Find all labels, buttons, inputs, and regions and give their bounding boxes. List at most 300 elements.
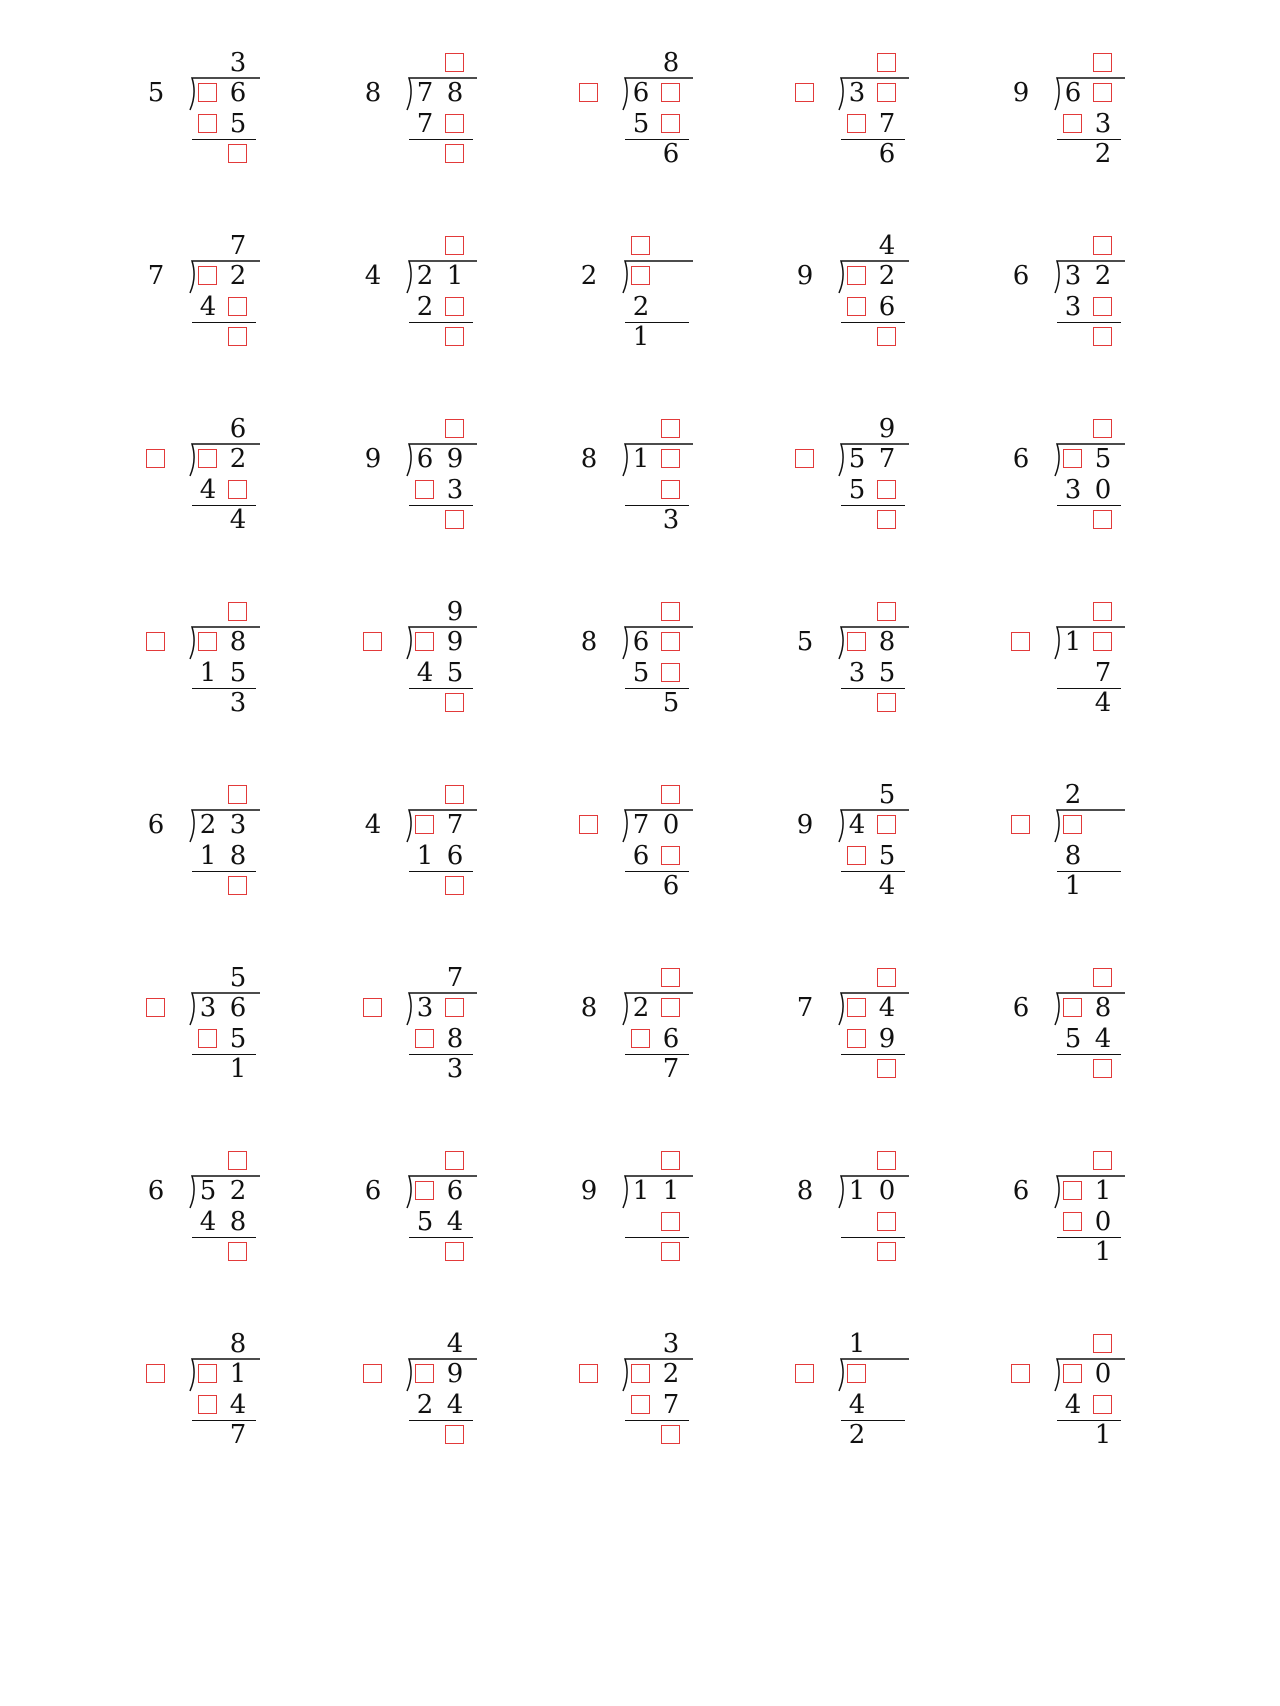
blank-box-icon [443, 109, 467, 139]
blank-box-icon [413, 1359, 437, 1389]
product-digit: 4 [416, 658, 434, 688]
product-digit: 7 [662, 1390, 680, 1420]
blank-box-icon [845, 993, 869, 1023]
divisor: 8 [580, 993, 598, 1023]
blank-box-icon [443, 505, 467, 535]
blank-box-icon [1091, 414, 1115, 444]
blank-box-icon [845, 292, 869, 322]
dividend-digit: 1 [662, 1176, 680, 1206]
division-problem [357, 780, 527, 900]
dividend-digit: 3 [848, 78, 866, 108]
blank-box-icon [226, 780, 250, 810]
dividend-digit: 2 [229, 261, 247, 291]
dividend-digit: 3 [229, 810, 247, 840]
dividend-digit: 7 [878, 444, 896, 474]
product-digit: 8 [229, 1207, 247, 1237]
blank-box-icon [659, 1237, 683, 1267]
blank-box-icon [196, 78, 220, 108]
dividend-digit: 1 [632, 444, 650, 474]
dividend-digit: 6 [416, 444, 434, 474]
blank-box-icon [659, 78, 683, 108]
blank-box-icon [875, 48, 899, 78]
division-problem [789, 48, 959, 168]
product-digit: 1 [199, 841, 217, 871]
blank-box-icon [1091, 48, 1115, 78]
blank-box-icon [443, 231, 467, 261]
remainder-digit: 1 [632, 322, 650, 352]
blank-box-icon [845, 627, 869, 657]
product-digit: 3 [848, 658, 866, 688]
product-digit: 3 [1064, 475, 1082, 505]
blank-box-icon [1091, 1329, 1115, 1359]
subtraction-line [1057, 322, 1121, 323]
product-digit: 4 [446, 1390, 464, 1420]
product-digit: 2 [632, 292, 650, 322]
subtraction-line [841, 1237, 905, 1238]
remainder-digit: 4 [229, 505, 247, 535]
subtraction-line [409, 322, 473, 323]
product-digit: 5 [878, 658, 896, 688]
blank-box-icon [413, 475, 437, 505]
division-problem [573, 597, 743, 717]
subtraction-line [409, 505, 473, 506]
divisor: 7 [147, 261, 165, 291]
blank-box-icon [659, 780, 683, 810]
remainder-digit: 3 [662, 505, 680, 535]
dividend-digit: 2 [229, 444, 247, 474]
blank-box-icon [1091, 597, 1115, 627]
blank-box-icon [226, 139, 250, 169]
remainder-digit: 3 [446, 1054, 464, 1084]
product-digit: 0 [1094, 1207, 1112, 1237]
blank-box-icon [1061, 444, 1085, 474]
product-digit: 3 [1094, 109, 1112, 139]
blank-box-icon [875, 505, 899, 535]
dividend-digit: 8 [229, 627, 247, 657]
blank-box-icon [443, 48, 467, 78]
blank-box-icon [1061, 993, 1085, 1023]
blank-box-icon [1091, 322, 1115, 352]
division-problem [573, 231, 743, 351]
dividend-digit: 6 [229, 78, 247, 108]
subtraction-line [1057, 1420, 1121, 1421]
remainder-digit: 7 [229, 1420, 247, 1450]
blank-box-icon [875, 475, 899, 505]
product-digit: 5 [446, 658, 464, 688]
blank-box-icon [196, 1024, 220, 1054]
remainder-digit: 1 [1094, 1420, 1112, 1450]
subtraction-line [625, 139, 689, 140]
blank-box-icon [875, 810, 899, 840]
blank-box-icon [196, 627, 220, 657]
blank-box-icon [196, 109, 220, 139]
dividend-digit: 1 [1064, 627, 1082, 657]
division-problem [140, 597, 310, 717]
product-digit: 5 [229, 658, 247, 688]
blank-box-icon [659, 841, 683, 871]
divisor: 8 [796, 1176, 814, 1206]
division-problem [573, 414, 743, 534]
dividend-digit: 1 [848, 1176, 866, 1206]
subtraction-line [192, 139, 256, 140]
blank-box-icon [875, 963, 899, 993]
product-digit: 5 [1064, 1024, 1082, 1054]
subtraction-line [841, 871, 905, 872]
dividend-digit: 1 [1094, 1176, 1112, 1206]
division-problem [357, 48, 527, 168]
divisor: 6 [147, 1176, 165, 1206]
product-digit: 2 [416, 292, 434, 322]
quotient-digit: 9 [878, 414, 896, 444]
blank-box-icon [144, 1359, 168, 1389]
blank-box-icon [196, 444, 220, 474]
dividend-digit: 6 [632, 78, 650, 108]
blank-box-icon [1091, 1146, 1115, 1176]
divisor: 5 [147, 78, 165, 108]
product-digit: 5 [416, 1207, 434, 1237]
subtraction-line [409, 1054, 473, 1055]
divisor: 8 [580, 444, 598, 474]
division-problem [1005, 963, 1175, 1083]
dividend-digit: 6 [229, 993, 247, 1023]
blank-box-icon [659, 658, 683, 688]
division-problem [789, 963, 959, 1083]
dividend-digit: 2 [229, 1176, 247, 1206]
quotient-digit: 5 [229, 963, 247, 993]
blank-box-icon [144, 993, 168, 1023]
quotient-digit: 4 [878, 231, 896, 261]
product-digit: 1 [416, 841, 434, 871]
subtraction-line [625, 871, 689, 872]
blank-box-icon [875, 1237, 899, 1267]
product-digit: 4 [199, 292, 217, 322]
divisor: 6 [1012, 993, 1030, 1023]
division-problem [573, 1146, 743, 1266]
divisor: 9 [796, 261, 814, 291]
subtraction-line [192, 1054, 256, 1055]
product-digit: 5 [632, 109, 650, 139]
blank-box-icon [659, 963, 683, 993]
product-digit: 5 [229, 1024, 247, 1054]
blank-box-icon [413, 1176, 437, 1206]
blank-box-icon [443, 871, 467, 901]
dividend-digit: 0 [662, 810, 680, 840]
blank-box-icon [1091, 78, 1115, 108]
blank-box-icon [1061, 1359, 1085, 1389]
blank-box-icon [629, 1390, 653, 1420]
subtraction-line [409, 1237, 473, 1238]
blank-box-icon [845, 1024, 869, 1054]
divisor: 9 [796, 810, 814, 840]
remainder-digit: 6 [662, 871, 680, 901]
dividend-digit: 7 [446, 810, 464, 840]
blank-box-icon [1061, 1176, 1085, 1206]
division-problem [1005, 414, 1175, 534]
divisor: 6 [147, 810, 165, 840]
dividend-digit: 2 [632, 993, 650, 1023]
subtraction-line [1057, 505, 1121, 506]
subtraction-line [625, 688, 689, 689]
subtraction-line [192, 505, 256, 506]
product-digit: 4 [446, 1207, 464, 1237]
dividend-digit: 8 [878, 627, 896, 657]
blank-box-icon [659, 475, 683, 505]
division-problem [357, 963, 527, 1083]
blank-box-icon [443, 292, 467, 322]
division-problem [1005, 1146, 1175, 1266]
product-digit: 4 [229, 1390, 247, 1420]
subtraction-line [192, 871, 256, 872]
product-digit: 5 [848, 475, 866, 505]
product-digit: 5 [878, 841, 896, 871]
quotient-digit: 9 [446, 597, 464, 627]
subtraction-line [841, 505, 905, 506]
product-digit: 8 [1064, 841, 1082, 871]
blank-box-icon [845, 261, 869, 291]
blank-box-icon [1091, 292, 1115, 322]
product-digit: 4 [1094, 1024, 1112, 1054]
blank-box-icon [361, 1359, 385, 1389]
division-problem [789, 414, 959, 534]
subtraction-line [1057, 871, 1121, 872]
blank-box-icon [659, 1420, 683, 1450]
blank-box-icon [629, 1359, 653, 1389]
division-problem [140, 1329, 310, 1449]
subtraction-line [625, 322, 689, 323]
divisor: 9 [580, 1176, 598, 1206]
product-digit: 1 [199, 658, 217, 688]
quotient-digit: 3 [229, 48, 247, 78]
divisor: 6 [1012, 444, 1030, 474]
division-problem [1005, 231, 1175, 351]
quotient-digit: 1 [848, 1329, 866, 1359]
dividend-digit: 5 [848, 444, 866, 474]
dividend-digit: 7 [632, 810, 650, 840]
product-digit: 5 [229, 109, 247, 139]
blank-box-icon [1061, 109, 1085, 139]
product-digit: 2 [416, 1390, 434, 1420]
blank-box-icon [875, 1207, 899, 1237]
dividend-digit: 9 [446, 1359, 464, 1389]
product-digit: 5 [632, 658, 650, 688]
blank-box-icon [577, 78, 601, 108]
blank-box-icon [659, 1207, 683, 1237]
quotient-digit: 7 [229, 231, 247, 261]
division-problem [357, 597, 527, 717]
remainder-digit: 1 [1064, 871, 1082, 901]
product-digit: 6 [446, 841, 464, 871]
blank-box-icon [659, 1146, 683, 1176]
subtraction-line [841, 1054, 905, 1055]
blank-box-icon [577, 810, 601, 840]
dividend-digit: 0 [1094, 1359, 1112, 1389]
quotient-digit: 6 [229, 414, 247, 444]
division-problem [140, 963, 310, 1083]
blank-box-icon [443, 993, 467, 1023]
blank-box-icon [226, 1146, 250, 1176]
remainder-digit: 3 [229, 688, 247, 718]
blank-box-icon [144, 627, 168, 657]
dividend-digit: 8 [446, 78, 464, 108]
product-digit: 6 [632, 841, 650, 871]
product-digit: 6 [878, 292, 896, 322]
divisor: 6 [1012, 261, 1030, 291]
remainder-digit: 1 [1094, 1237, 1112, 1267]
blank-box-icon [196, 1359, 220, 1389]
blank-box-icon [577, 1359, 601, 1389]
remainder-digit: 7 [662, 1054, 680, 1084]
blank-box-icon [361, 993, 385, 1023]
blank-box-icon [413, 627, 437, 657]
blank-box-icon [144, 444, 168, 474]
subtraction-line [192, 688, 256, 689]
division-problem [573, 780, 743, 900]
division-problem [789, 780, 959, 900]
subtraction-line [1057, 688, 1121, 689]
blank-box-icon [659, 414, 683, 444]
subtraction-line [409, 1420, 473, 1421]
blank-box-icon [793, 78, 817, 108]
product-digit: 7 [1094, 658, 1112, 688]
blank-box-icon [629, 231, 653, 261]
blank-box-icon [1009, 810, 1033, 840]
divisor: 4 [364, 810, 382, 840]
division-problem [357, 1329, 527, 1449]
blank-box-icon [1091, 1390, 1115, 1420]
quotient-digit: 3 [662, 1329, 680, 1359]
subtraction-line [841, 1420, 905, 1421]
product-digit: 4 [1064, 1390, 1082, 1420]
quotient-digit: 8 [229, 1329, 247, 1359]
blank-box-icon [875, 322, 899, 352]
dividend-digit: 2 [878, 261, 896, 291]
blank-box-icon [875, 688, 899, 718]
subtraction-line [192, 1237, 256, 1238]
division-problem [1005, 780, 1175, 900]
product-digit: 7 [416, 109, 434, 139]
divisor: 4 [364, 261, 382, 291]
product-digit: 4 [199, 475, 217, 505]
remainder-digit: 6 [878, 139, 896, 169]
division-problem [140, 780, 310, 900]
division-problem [573, 48, 743, 168]
product-digit: 4 [848, 1390, 866, 1420]
dividend-digit: 6 [446, 1176, 464, 1206]
product-digit: 6 [662, 1024, 680, 1054]
subtraction-line [841, 688, 905, 689]
quotient-digit: 8 [662, 48, 680, 78]
division-problem [789, 231, 959, 351]
subtraction-line [625, 505, 689, 506]
blank-box-icon [361, 627, 385, 657]
blank-box-icon [413, 810, 437, 840]
blank-box-icon [793, 1359, 817, 1389]
division-problem [789, 1146, 959, 1266]
subtraction-line [192, 1420, 256, 1421]
remainder-digit: 4 [1094, 688, 1112, 718]
dividend-digit: 2 [416, 261, 434, 291]
division-problem [789, 597, 959, 717]
product-digit: 0 [1094, 475, 1112, 505]
blank-box-icon [845, 1359, 869, 1389]
blank-box-icon [226, 871, 250, 901]
blank-box-icon [845, 109, 869, 139]
blank-box-icon [659, 993, 683, 1023]
subtraction-line [192, 322, 256, 323]
quotient-digit: 7 [446, 963, 464, 993]
blank-box-icon [443, 414, 467, 444]
subtraction-line [841, 139, 905, 140]
divisor: 2 [580, 261, 598, 291]
remainder-digit: 2 [848, 1420, 866, 1450]
blank-box-icon [875, 1146, 899, 1176]
dividend-digit: 4 [848, 810, 866, 840]
division-problem [140, 1146, 310, 1266]
subtraction-line [625, 1054, 689, 1055]
blank-box-icon [443, 688, 467, 718]
divisor: 8 [580, 627, 598, 657]
remainder-digit: 5 [662, 688, 680, 718]
product-digit: 9 [878, 1024, 896, 1054]
blank-box-icon [1009, 627, 1033, 657]
subtraction-line [625, 1420, 689, 1421]
division-problem [573, 1329, 743, 1449]
dividend-digit: 8 [1094, 993, 1112, 1023]
product-digit: 3 [1064, 292, 1082, 322]
blank-box-icon [196, 261, 220, 291]
blank-box-icon [226, 597, 250, 627]
dividend-digit: 6 [632, 627, 650, 657]
dividend-digit: 4 [878, 993, 896, 1023]
blank-box-icon [226, 1237, 250, 1267]
remainder-digit: 1 [229, 1054, 247, 1084]
quotient-digit: 4 [446, 1329, 464, 1359]
blank-box-icon [226, 475, 250, 505]
product-digit: 4 [199, 1207, 217, 1237]
dividend-digit: 1 [229, 1359, 247, 1389]
product-digit: 8 [229, 841, 247, 871]
blank-box-icon [629, 261, 653, 291]
subtraction-line [409, 871, 473, 872]
dividend-digit: 9 [446, 627, 464, 657]
dividend-digit: 3 [199, 993, 217, 1023]
dividend-digit: 6 [1064, 78, 1082, 108]
dividend-digit: 7 [416, 78, 434, 108]
subtraction-line [1057, 1054, 1121, 1055]
dividend-digit: 2 [1094, 261, 1112, 291]
blank-box-icon [659, 444, 683, 474]
blank-box-icon [659, 109, 683, 139]
divisor: 9 [364, 444, 382, 474]
remainder-digit: 2 [1094, 139, 1112, 169]
blank-box-icon [443, 322, 467, 352]
blank-box-icon [659, 627, 683, 657]
subtraction-line [1057, 139, 1121, 140]
division-problem [1005, 48, 1175, 168]
product-digit: 3 [446, 475, 464, 505]
divisor: 8 [364, 78, 382, 108]
dividend-digit: 2 [199, 810, 217, 840]
division-problem [1005, 1329, 1175, 1449]
division-problem [357, 414, 527, 534]
divisor: 9 [1012, 78, 1030, 108]
blank-box-icon [443, 1420, 467, 1450]
blank-box-icon [875, 1054, 899, 1084]
division-problem [140, 231, 310, 351]
division-problem [789, 1329, 959, 1449]
quotient-digit: 2 [1064, 780, 1082, 810]
dividend-digit: 0 [878, 1176, 896, 1206]
